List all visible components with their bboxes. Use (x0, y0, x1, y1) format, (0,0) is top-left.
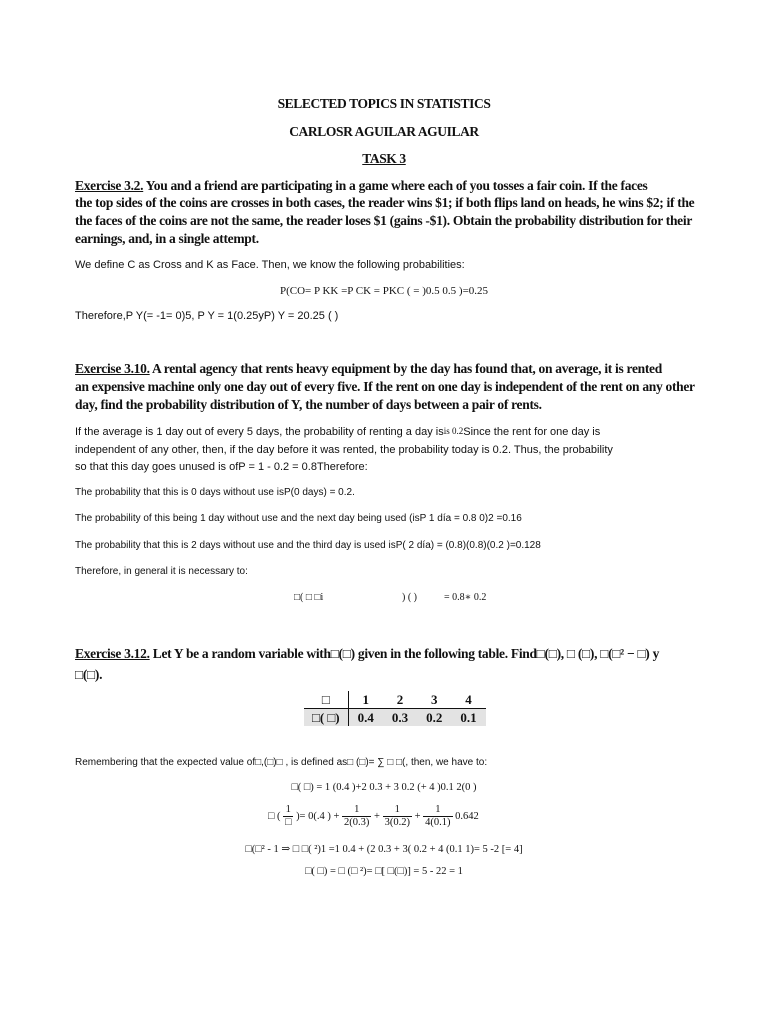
eq2-left: □ ( (268, 810, 281, 822)
frac-numerator: 1 (342, 804, 371, 817)
exercise-3-10-line-1 (75, 361, 662, 377)
frac-denominator: □ (285, 817, 292, 828)
prob-two-days: The probability that this is 2 days without use and the third day is used isP( 2 día) = (0.8)(0.8)(0.2 )=0.128 (75, 540, 541, 551)
rental-paragraph-line-3: so that this day goes unused is ofP = 1 - 0.2 = 0.8Therefore: (75, 461, 368, 473)
eq2-frac-a (342, 804, 371, 829)
distribution-result: Therefore,P Y(= -1= 0)5, P Y = 1(0.25yP) Y = 20.25 ( ) (75, 310, 339, 322)
rental-text-a: If the average is 1 day out of every 5 days, the probability of renting a day is (75, 426, 444, 438)
eq2-result: 0.642 (455, 810, 479, 822)
rental-text-b: Since the rent for one day is (463, 426, 601, 438)
variance-result-equation: □( □) = □ (□ ²)= □[ □(□)] = 5 - 22 = 1 (305, 866, 463, 877)
page-title: SELECTED TOPICS IN STATISTICS (277, 96, 491, 111)
general-intro: Therefore, in general it is necessary to: (75, 566, 248, 577)
eq2-frac-1-over-y (283, 804, 293, 829)
table-cell: 4 (451, 691, 485, 709)
general-formula-mid: ) ( ) (402, 592, 417, 603)
exercise-3-2-line-4: earnings, and, in a single attempt. (75, 231, 259, 246)
frac-numerator: 1 (383, 804, 412, 817)
eq2-frac-c (423, 804, 452, 829)
eq2-frac-b (383, 804, 412, 829)
definition-text: We define C as Cross and K as Face. Then, we know the following probabilities: (75, 259, 465, 271)
task-title: TASK 3 (362, 151, 406, 166)
frac-numerator: 1 (423, 804, 452, 817)
table-header-py: □( □) (304, 709, 348, 727)
prob-zero-days: The probability that this is 0 days without use isP(0 days) = 0.2. (75, 487, 355, 498)
table-cell: 0.2 (417, 709, 451, 727)
rental-paragraph-line-1 (75, 426, 600, 438)
rental-paragraph-line-2: independent of any other, then, if the day before it was rented, the probability today is 0.2. Thus, the probability (75, 444, 613, 456)
general-formula-left: □( □ □i (294, 592, 324, 603)
exercise-3-10-text: A rental agency that rents heavy equipment by the day has found that, on average, it is rented (152, 361, 662, 376)
exercise-3-10-label: Exercise 3.10. (75, 361, 150, 376)
frac-denominator: 2(0.3) (344, 817, 370, 828)
table-row (304, 709, 486, 727)
expected-value-definition: Remembering that the expected value of□,(□)□ , is defined as□ (□)= ∑ □ □(, then, we have to: (75, 757, 488, 768)
plus-sign: + (374, 810, 380, 822)
exercise-3-12-line-2: □(□). (75, 667, 103, 682)
frac-denominator: 3(0.2) (384, 817, 410, 828)
author-name: CARLOSR AGUILAR AGUILAR (289, 124, 479, 139)
exercise-3-12-text: Let Y be a random variable with□(□) given in the following table. Find□(□), □ (□), □(□² − □) y (152, 646, 660, 661)
exercise-3-10-line-3: day, find the probability distribution of Y, the number of days between a pair of rents. (75, 397, 542, 412)
exercise-3-2-line-3: the faces of the coins are not the same, the reader loses $1 (gains -$1). Obtain the probability distribution for their (75, 213, 693, 228)
exercise-3-12-line-1 (75, 646, 659, 662)
table-row (304, 691, 486, 709)
table-cell: 2 (383, 691, 417, 709)
distribution-table (304, 691, 486, 726)
variance-expansion-equation: □(□² - 1 ⇒ □ □( ²)1 =1 0.4 + (2 0.3 + 3( 0.2 + 4 (0.1 1)= 5 -2 [= 4] (245, 844, 523, 855)
exercise-3-12-label: Exercise 3.12. (75, 646, 150, 661)
table-cell: 0.3 (383, 709, 417, 727)
exercise-3-2-label: Exercise 3.2. (75, 178, 144, 193)
exercise-3-2-line-1 (75, 178, 648, 194)
exercise-3-2-text: You and a friend are participating in a game where each of you tosses a fair coin. If the faces (145, 178, 648, 193)
exercise-3-10-line-2: an expensive machine only one day out of every five. If the rent on one day is independent of the rent on any other (75, 379, 695, 394)
exercise-3-2-line-2: the top sides of the coins are crosses in both cases, the reader wins $1; if both flips land on heads, he wins $2; if the (75, 195, 695, 210)
prob-one-day: The probability of this being 1 day without use and the next day being used (isP 1 día = 0.8 0)2 =0.16 (75, 513, 522, 524)
eq2-mid: )= 0(.4 ) + (296, 810, 340, 822)
table-cell: 0.1 (451, 709, 485, 727)
table-cell: 3 (417, 691, 451, 709)
plus-sign: + (414, 810, 421, 822)
table-header-y: □ (304, 691, 348, 709)
general-formula-right: = 0.8∗ 0.2 (444, 592, 487, 603)
rental-prob-value: is 0.2 (443, 426, 464, 436)
expected-value-equation: □( □) = 1 (0.4 )+2 0.3 + 3 0.2 (+ 4 )0.1 2(0 ) (291, 782, 477, 793)
frac-numerator: 1 (283, 804, 293, 817)
table-cell: 0.4 (348, 709, 383, 727)
probability-equation: P(CO= P KK =P CK = PKC ( = )0.5 0.5 )=0.25 (279, 285, 489, 297)
reciprocal-expectation-equation (268, 804, 479, 829)
table-cell: 1 (348, 691, 383, 709)
frac-denominator: 4(0.1) (425, 817, 451, 828)
